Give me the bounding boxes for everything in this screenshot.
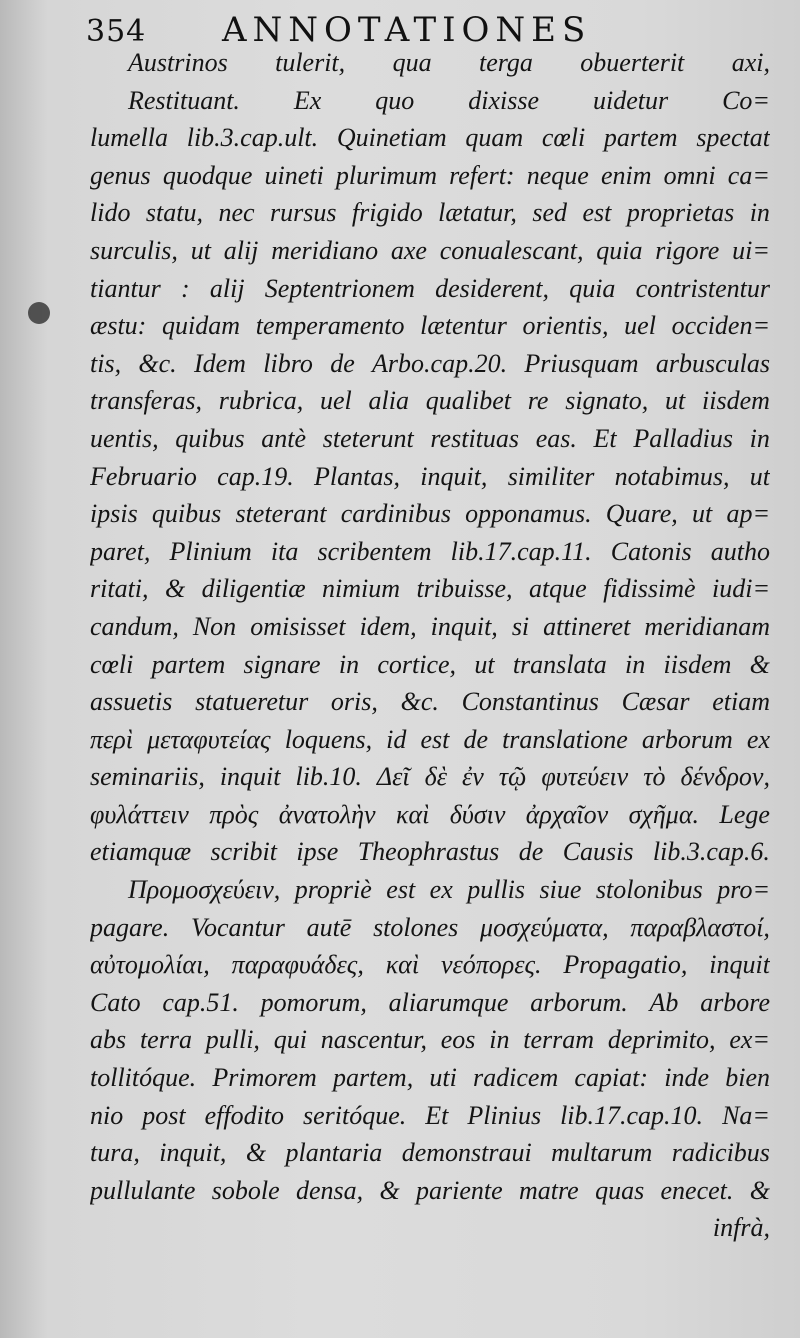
text-line: infrà, [712, 1213, 770, 1243]
text-line: genus quodque uineti plurimum refert: neque enim omni ca= [90, 160, 770, 190]
text-line: nio post effodito seritóque. Et Plinius lib.17.cap.10. Na= [90, 1100, 770, 1130]
text-line: ipsis quibus steterant cardinibus opponamus. Quare, ut ap= [90, 499, 770, 529]
body-text [90, 44, 770, 1247]
text-line: etiamquæ scribit ipse Theophrastus de Causis lib.3.cap.6. [90, 837, 770, 867]
text-line: lumella lib.3.cap.ult. Quinetiam quam cœli partem spectat [90, 123, 770, 153]
text-line: περὶ μεταφυτείας loquens, id est de translatione arborum ex [90, 724, 770, 754]
text-line: Cato cap.51. pomorum, aliarumque arborum. Ab arbore [90, 987, 770, 1017]
text-line: seminariis, inquit lib.10. Δεῖ δὲ ἐν τῷ φυτεύειν τὸ δένδρον, [90, 762, 770, 792]
text-line: paret, Plinium ita scribentem lib.17.cap.11. Catonis autho [90, 536, 770, 566]
text-line: tiantur : alij Septentrionem desiderent, quia contristentur [90, 273, 770, 303]
text-line: abs terra pulli, qui nascentur, eos in terram deprimito, ex= [90, 1025, 770, 1055]
text-line: lido statu, nec rursus frigido lætatur, sed est proprietas in [90, 198, 770, 228]
text-line: transferas, rubrica, uel alia qualibet re signato, ut iisdem [90, 386, 770, 416]
text-line: æstu: quidam temperamento lætentur orientis, uel occiden= [90, 311, 770, 341]
text-line: Februario cap.19. Plantas, inquit, similiter notabimus, ut [90, 461, 770, 491]
running-head: ANNOTATIONES [222, 10, 592, 50]
text-line: cœli partem signare in cortice, ut translata in iisdem & [90, 649, 770, 679]
text-line: tis, &c. Idem libro de Arbo.cap.20. Priusquam arbusculas [90, 348, 770, 378]
text-line: candum, Non omisisset idem, inquit, si attineret meridianam [90, 611, 770, 641]
text-line: assuetis statueretur oris, &c. Constantinus Cæsar etiam [90, 687, 770, 717]
text-line: Προμοσχεύειν, propriè est ex pullis siue stolonibus pro= [128, 875, 770, 905]
text-line: tura, inquit, & plantaria demonstraui multarum radicibus [90, 1138, 770, 1168]
page-number: 354 [86, 14, 147, 49]
page-header [0, 8, 800, 48]
text-line: Restituant. Ex quo dixisse uidetur Co= [128, 85, 770, 115]
text-line: pullulante sobole densa, & pariente matre quas enecet. & [90, 1175, 770, 1205]
text-line: surculis, ut alij meridiano axe conualescant, quia rigore ui= [90, 235, 770, 265]
text-line: αὐτομολίαι, παραφυάδες, καὶ νεόπορες. Propagatio, inquit [90, 950, 770, 980]
text-line: pagare. Vocantur autē stolones μοσχεύματα, παραβλαστοί, [90, 912, 770, 942]
text-line: φυλάττειν πρὸς ἀνατολὴν καὶ δύσιν ἀρχαῖον σχῆμα. Lege [90, 799, 770, 829]
text-line: uentis, quibus antè steterunt restituas eas. Et Palladius in [90, 423, 770, 453]
text-line: Austrinos tulerit, qua terga obuerterit axi, [128, 48, 770, 77]
ink-stain [28, 302, 50, 324]
text-line: tollitóque. Primorem partem, uti radicem capiat: inde bien [90, 1063, 770, 1093]
text-line: ritati, & diligentiæ nimium tribuisse, atque fidissimè iudi= [90, 574, 770, 604]
